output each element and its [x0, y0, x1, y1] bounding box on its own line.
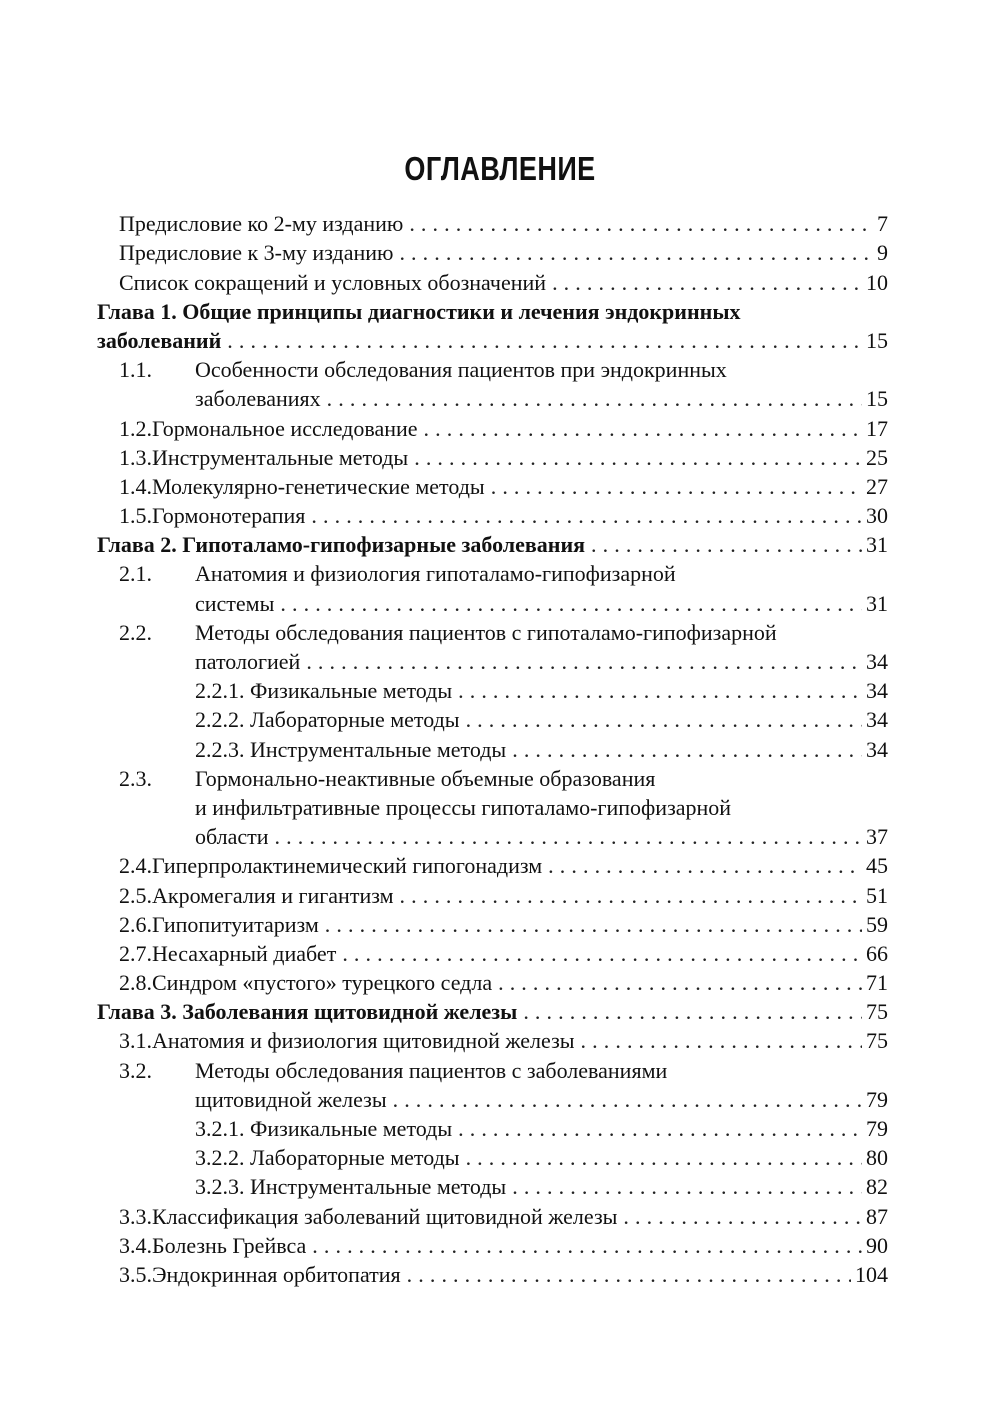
toc-entry[interactable] — [97, 500, 888, 529]
toc-entry-text: Несахарный диабет — [152, 940, 337, 966]
section-number: 2.1. — [119, 561, 152, 587]
leader-dots — [591, 532, 862, 558]
toc-entry[interactable] — [97, 1025, 888, 1054]
toc-subentry[interactable] — [97, 1142, 888, 1171]
toc-entry-text: заболеваний — [97, 327, 222, 353]
toc-entry-text: 3.2.2. Лабораторные методы — [195, 1145, 460, 1171]
leader-dots — [414, 445, 862, 471]
toc-entry[interactable] — [97, 1054, 888, 1083]
section-number: 3.1. — [119, 1028, 152, 1054]
chapter-heading[interactable] — [97, 996, 888, 1025]
toc-page-number: 31 — [866, 532, 888, 558]
leader-dots — [581, 1028, 862, 1054]
toc-entry-text: 2.2.2. Лабораторные методы — [195, 707, 460, 733]
toc-entry[interactable] — [97, 967, 888, 996]
toc-page-number: 59 — [866, 911, 888, 937]
toc-entry-text: Эндокринная орбитопатия — [152, 1261, 401, 1287]
section-number: 3.3. — [119, 1203, 152, 1229]
section-number: 2.2. — [119, 619, 152, 645]
chapter-heading-continuation[interactable] — [97, 325, 888, 354]
toc-entry[interactable] — [97, 266, 888, 295]
toc-subentry[interactable] — [97, 1113, 888, 1142]
leader-dots — [548, 853, 862, 879]
toc-page-number: 71 — [866, 970, 888, 996]
toc-entry-text: Молекулярно-генетические методы — [152, 473, 485, 499]
toc-entry-text: Синдром «пустого» турецкого седла — [152, 970, 493, 996]
chapter-heading[interactable] — [97, 529, 888, 558]
section-number: 3.4. — [119, 1232, 152, 1258]
table-of-contents — [97, 208, 888, 1288]
section-number: 2.4. — [119, 853, 152, 879]
toc-page-number: 75 — [866, 999, 888, 1025]
leader-dots — [400, 883, 862, 909]
toc-entry[interactable] — [97, 1259, 888, 1288]
toc-entry-text: области — [195, 824, 269, 850]
toc-entry-text: Анатомия и физиология гипоталамо-гипофизарной — [195, 561, 676, 587]
toc-page-number: 10 — [866, 269, 888, 295]
toc-entry[interactable] — [97, 558, 888, 587]
leader-dots — [311, 503, 862, 529]
toc-page-number: 15 — [866, 327, 888, 353]
toc-page-number: 104 — [855, 1261, 888, 1287]
toc-entry-continuation[interactable] — [97, 792, 888, 821]
toc-page-number: 51 — [866, 882, 888, 908]
toc-entry-text: Гормональное исследование — [152, 415, 418, 441]
toc-entry-text: Предисловие к 3-му изданию — [119, 240, 394, 266]
toc-entry-text: Глава 1. Общие принципы диагностики и лечения эндокринных — [97, 298, 741, 324]
toc-entry[interactable] — [97, 412, 888, 441]
leader-dots — [552, 270, 862, 296]
toc-entry[interactable] — [97, 763, 888, 792]
leader-dots — [466, 1145, 862, 1171]
toc-page-number: 34 — [866, 678, 888, 704]
toc-entry-continuation[interactable] — [97, 587, 888, 616]
toc-entry-text: Инструментальные методы — [152, 444, 409, 470]
toc-subentry[interactable] — [97, 1171, 888, 1200]
section-number: 2.7. — [119, 940, 152, 966]
toc-entry-text: Гормонотерапия — [152, 503, 306, 529]
leader-dots — [407, 1262, 851, 1288]
section-number: 2.8. — [119, 970, 152, 996]
toc-entry[interactable] — [97, 354, 888, 383]
page-title: ОГЛАВЛЕНИЕ — [404, 150, 596, 187]
leader-dots — [458, 1116, 862, 1142]
toc-page-number: 15 — [866, 386, 888, 412]
toc-entry[interactable] — [97, 938, 888, 967]
section-number: 3.5. — [119, 1261, 152, 1287]
toc-entry[interactable] — [97, 909, 888, 938]
leader-dots — [523, 999, 862, 1025]
leader-dots — [458, 678, 862, 704]
toc-entry-text: и инфильтративные процессы гипоталамо-гипофизарной — [195, 794, 732, 820]
section-number: 1.1. — [119, 357, 152, 383]
section-number: 3.2. — [119, 1057, 152, 1083]
toc-page-number: 80 — [866, 1145, 888, 1171]
toc-entry-text: Глава 3. Заболевания щитовидной железы — [97, 999, 518, 1025]
toc-subentry[interactable] — [97, 675, 888, 704]
leader-dots — [227, 328, 862, 354]
toc-entry-continuation[interactable] — [97, 383, 888, 412]
leader-dots — [466, 707, 862, 733]
toc-page-number: 31 — [866, 590, 888, 616]
section-number: 2.6. — [119, 911, 152, 937]
toc-page-number: 17 — [866, 415, 888, 441]
toc-entry-text: Список сокращений и условных обозначений — [119, 269, 547, 295]
toc-page-number: 34 — [866, 707, 888, 733]
toc-entry-text: системы — [195, 590, 275, 616]
toc-entry[interactable] — [97, 442, 888, 471]
toc-entry-text: 2.2.3. Инструментальные методы — [195, 736, 507, 762]
toc-subentry[interactable] — [97, 704, 888, 733]
toc-entry[interactable] — [97, 1200, 888, 1229]
leader-dots — [306, 649, 862, 675]
toc-entry-continuation[interactable] — [97, 646, 888, 675]
leader-dots — [280, 591, 862, 617]
toc-entry-text: Методы обследования пациентов с заболеваниями — [195, 1057, 668, 1083]
leader-dots — [325, 912, 862, 938]
toc-page-number: 30 — [866, 503, 888, 529]
toc-page-number: 45 — [866, 853, 888, 879]
toc-entry[interactable] — [97, 471, 888, 500]
toc-page-number: 37 — [866, 824, 888, 850]
leader-dots — [399, 240, 873, 266]
leader-dots — [424, 416, 862, 442]
toc-page-number: 27 — [866, 473, 888, 499]
toc-page-number: 25 — [866, 444, 888, 470]
leader-dots — [327, 386, 862, 412]
toc-entry-text: заболеваниях — [195, 386, 321, 412]
leader-dots — [512, 737, 862, 763]
toc-entry[interactable] — [97, 237, 888, 266]
toc-entry-continuation[interactable] — [97, 821, 888, 850]
leader-dots — [409, 211, 873, 237]
toc-entry[interactable] — [97, 850, 888, 879]
section-number: 1.4. — [119, 473, 152, 499]
toc-entry-text: 2.2.1. Физикальные методы — [195, 678, 453, 704]
toc-entry-text: Гормонально-неактивные объемные образования — [195, 765, 656, 791]
toc-entry-text: Болезнь Грейвса — [152, 1232, 307, 1258]
toc-page-number: 7 — [877, 211, 888, 237]
toc-entry-text: Акромегалия и гигантизм — [152, 882, 394, 908]
leader-dots — [623, 1204, 862, 1230]
leader-dots — [275, 824, 862, 850]
toc-entry-text: Глава 2. Гипоталамо-гипофизарные заболевания — [97, 532, 586, 558]
toc-entry[interactable] — [97, 879, 888, 908]
toc-page-number: 34 — [866, 649, 888, 674]
toc-entry-text: Классификация заболеваний щитовидной железы — [152, 1203, 618, 1229]
toc-entry-text: Гиперпролактинемический гипогонадизм — [152, 853, 543, 879]
toc-entry-text: 3.2.3. Инструментальные методы — [195, 1174, 507, 1200]
toc-entry[interactable] — [97, 1230, 888, 1259]
leader-dots — [342, 941, 862, 967]
toc-page-number: 79 — [866, 1086, 888, 1112]
toc-entry[interactable] — [97, 208, 888, 237]
toc-entry-text: Анатомия и физиология щитовидной железы — [152, 1028, 575, 1054]
toc-entry-text: щитовидной железы — [195, 1086, 387, 1112]
toc-page-number: 90 — [866, 1232, 888, 1258]
chapter-heading[interactable] — [97, 296, 888, 325]
toc-page-number: 75 — [866, 1028, 888, 1054]
section-number: 2.3. — [119, 765, 152, 791]
toc-entry-text: 3.2.1. Физикальные методы — [195, 1116, 453, 1141]
toc-subentry[interactable] — [97, 733, 888, 762]
section-number: 1.5. — [119, 503, 152, 529]
leader-dots — [498, 970, 862, 996]
toc-entry-text: Методы обследования пациентов с гипоталамо-гипофизарной — [195, 619, 777, 645]
toc-entry[interactable] — [97, 617, 888, 646]
toc-page-number: 87 — [866, 1203, 888, 1229]
leader-dots — [491, 474, 862, 500]
leader-dots — [512, 1174, 862, 1200]
toc-page-number: 82 — [866, 1174, 888, 1200]
toc-page-number: 34 — [866, 736, 888, 762]
toc-page-number: 66 — [866, 940, 888, 966]
toc-entry-text: Гипопитуитаризм — [152, 911, 319, 937]
toc-page-number: 79 — [866, 1116, 888, 1141]
toc-entry-text: патологией — [195, 649, 301, 674]
toc-entry-text: Предисловие ко 2-му изданию — [119, 211, 404, 237]
leader-dots — [393, 1087, 862, 1113]
leader-dots — [312, 1233, 862, 1259]
toc-entry-text: Особенности обследования пациентов при эндокринных — [195, 357, 727, 383]
section-number: 1.2. — [119, 415, 152, 441]
section-number: 2.5. — [119, 882, 152, 908]
toc-entry-continuation[interactable] — [97, 1084, 888, 1113]
section-number: 1.3. — [119, 444, 152, 470]
toc-page-number: 9 — [877, 240, 888, 266]
